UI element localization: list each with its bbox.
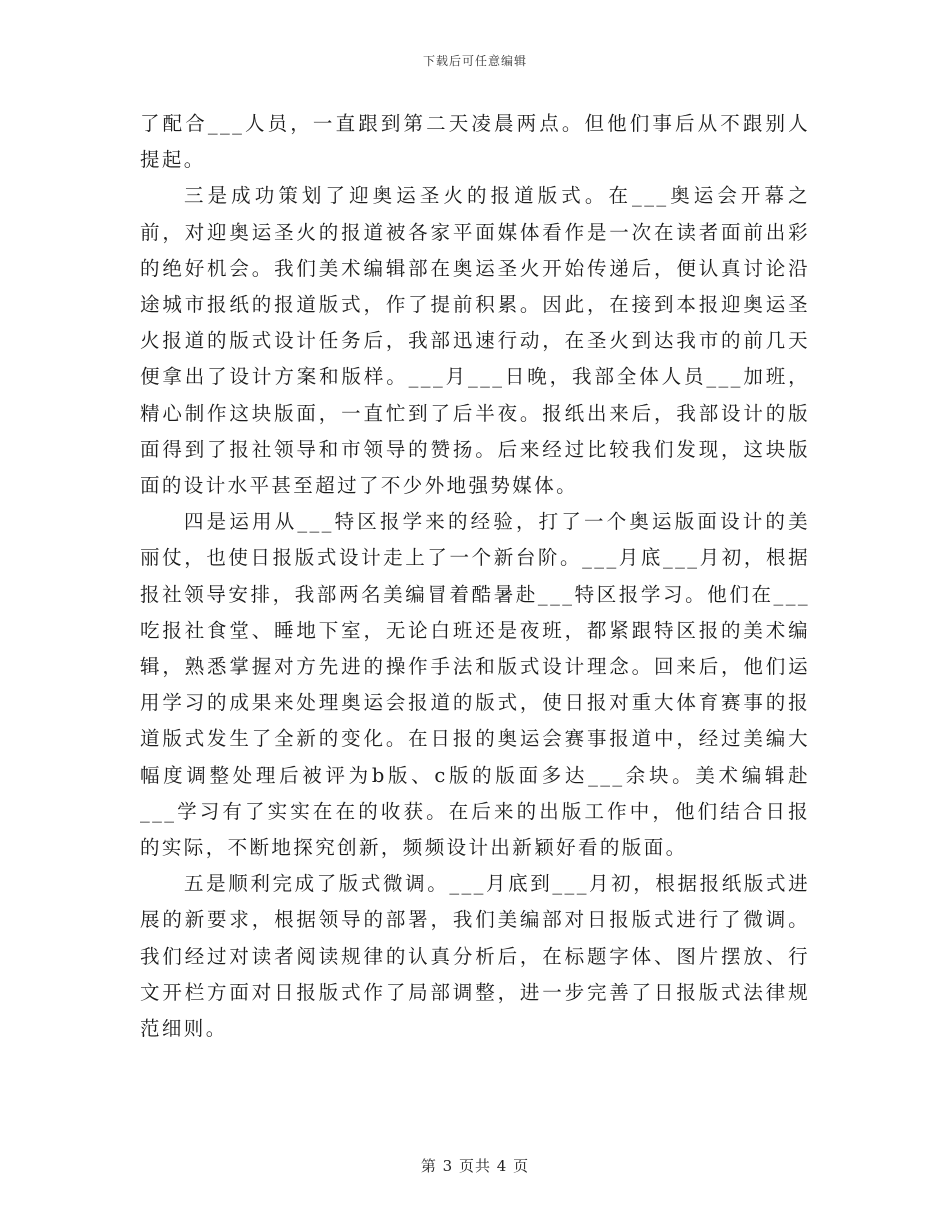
paragraph-item-five: 五是顺利完成了版式微调。___月底到___月初，根据报纸版式进展的新要求，根据领导的部署，我们美编部对日报版式进行了微调。我们经过对读者阅读规律的认真分析后，在标题字体、图片摆放、行文开栏方面对日报版式作了局部调整，进一步完善了日报版式法律规范细则。 [140,872,810,1041]
page-footer: 第 3 页共 4 页 [420,1157,530,1175]
page-header: 下载后可任意编辑 [422,54,527,68]
document-body [140,106,810,1047]
paragraph-item-three: 三是成功策划了迎奥运圣火的报道版式。在___奥运会开幕之前，对迎奥运圣火的报道被各家平面媒体看作是一次在读者面前出彩的绝好机会。我们美术编辑部在奥运圣火开始传递后，便认真讨论沿途城市报纸的报道版式，作了提前积累。因此，在接到本报迎奥运圣火报道的版式设计任务后，我部迅速行动，在圣火到达我市的前几天便拿出了设计方案和版样。___月___日晚，我部全体人员___加班，精心制作这块版面，一直忙到了后半夜。报纸出来后，我部设计的版面得到了报社领导和市领导的赞扬。后来经过比较我们发现，这块版面的设计水平甚至超过了不少外地强势媒体。 [140,184,810,498]
paragraph-continued: 了配合___人员，一直跟到第二天凌晨两点。但他们事后从不跟别人提起。 [140,112,810,172]
paragraph-item-four: 四是运用从___特区报学来的经验，打了一个奥运版面设计的美丽仗，也使日报版式设计走上了一个新台阶。___月底___月初，根据报社领导安排，我部两名美编冒着酷暑赴___特区报学习。他们在___吃报社食堂、睡地下室，无论白班还是夜班，都紧跟特区报的美术编辑，熟悉掌握对方先进的操作手法和版式设计理念。回来后，他们运用学习的成果来处理奥运会报道的版式，使日报对重大体育赛事的报道版式发生了全新的变化。在日报的奥运会赛事报道中，经过美编大幅度调整处理后被评为b版、c版的版面多达___余块。美术编辑赴___学习有了实实在在的收获。在后来的出版工作中，他们结合日报的实际，不断地探究创新，频频设计出新颖好看的版面。 [140,510,810,860]
